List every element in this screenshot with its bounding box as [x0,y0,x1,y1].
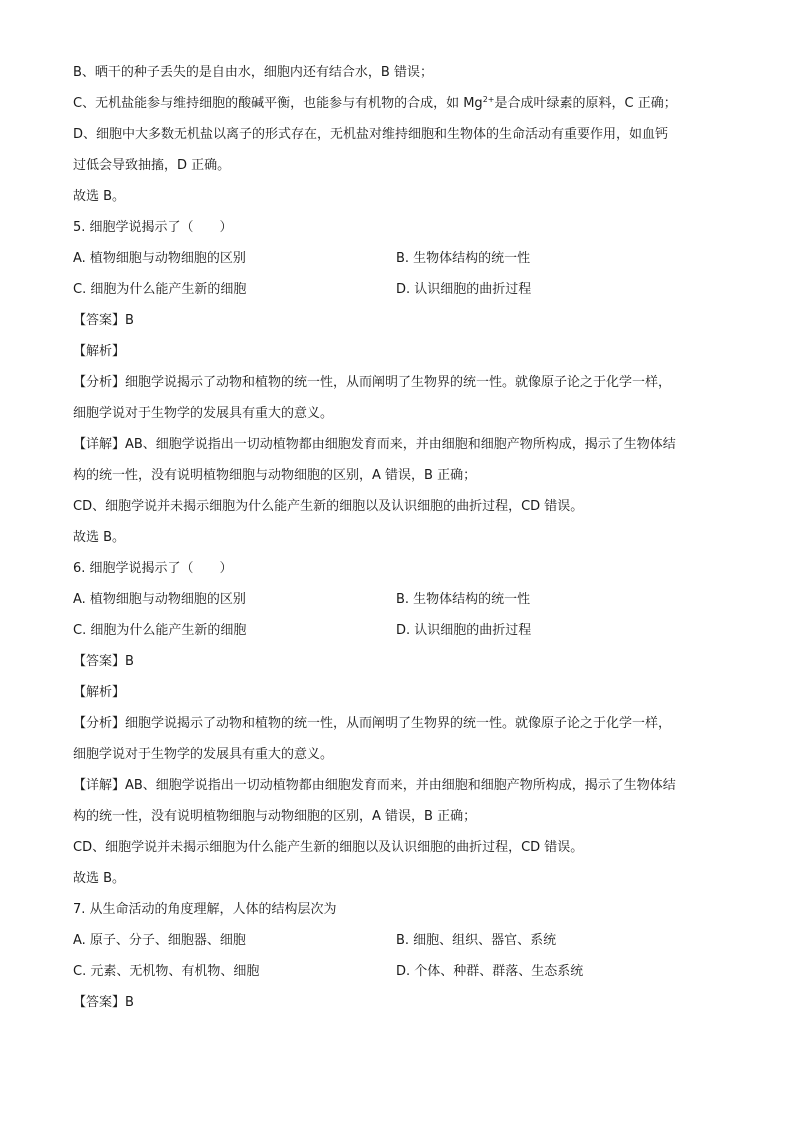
q6-cd-explanation: CD、细胞学说并未揭示细胞为什么能产生新的细胞以及认识细胞的曲折过程，CD 错误。 [73,840,584,855]
q7-option-d: D. 个体、种群、群落、生态系统 [396,964,584,979]
q6-options-row1 [73,590,723,621]
prev-explanation-b: B、晒干的种子丢失的是自由水，细胞内还有结合水，B 错误； [73,65,433,80]
q6-options-row2 [73,621,723,652]
q7-options-row2 [73,962,723,993]
q5-analysis-heading: 【解析】 [73,344,126,359]
q5-option-a: A. 植物细胞与动物细胞的区别 [73,251,246,266]
q7-option-a: A. 原子、分子、细胞器、细胞 [73,933,246,948]
q5-option-b: B. 生物体结构的统一性 [396,251,531,266]
q5-answer: 【答案】B [73,313,134,328]
q6-option-a: A. 植物细胞与动物细胞的区别 [73,592,246,607]
prev-explanation-c-pre: C、无机盐能参与维持细胞的酸碱平衡，也能参与有机物的合成，如 Mg [73,96,483,111]
q5-option-d: D. 认识细胞的曲折过程 [396,282,532,297]
q5-cd-explanation: CD、细胞学说并未揭示细胞为什么能产生新的细胞以及认识细胞的曲折过程，CD 错误。 [73,499,584,514]
q5-xiangjie-line2: 构的统一性，没有说明植物细胞与动物细胞的区别，A 错误，B 正确； [73,468,477,483]
q6-xiangjie-line2: 构的统一性，没有说明植物细胞与动物细胞的区别，A 错误，B 正确； [73,809,477,824]
document-content [73,63,723,1024]
q5-stem: 5. 细胞学说揭示了（ ） [73,220,233,235]
q6-stem: 6. 细胞学说揭示了（ ） [73,561,233,576]
q7-option-b: B. 细胞、组织、器官、系统 [396,933,557,948]
prev-explanation-c-post: 是合成叶绿素的原料，C 正确； [494,96,677,111]
q6-option-d: D. 认识细胞的曲折过程 [396,623,532,638]
q5-options-row1 [73,249,723,280]
q6-xiangjie-line1: 【详解】AB、细胞学说指出一切动植物都由细胞发育而来，并由细胞和细胞产物所构成，揭示了生物体结 [73,778,676,793]
q6-option-b: B. 生物体结构的统一性 [396,592,531,607]
q5-fenxi-line2: 细胞学说对于生物学的发展具有重大的意义。 [73,406,334,421]
q7-stem: 7. 从生命活动的角度理解，人体的结构层次为 [73,902,337,917]
q6-analysis-heading: 【解析】 [73,685,126,700]
q5-option-c: C. 细胞为什么能产生新的细胞 [73,282,247,297]
q5-options-row2 [73,280,723,311]
q7-answer: 【答案】B [73,995,134,1010]
q6-answer: 【答案】B [73,654,134,669]
q6-option-c: C. 细胞为什么能产生新的细胞 [73,623,247,638]
q6-fenxi-line1: 【分析】细胞学说揭示了动物和植物的统一性，从而阐明了生物界的统一性。就像原子论之于化学一样， [73,716,672,731]
q6-conclusion: 故选 B。 [73,871,126,886]
prev-explanation-c [73,94,723,125]
prev-explanation-d-line2: 过低会导致抽搐，D 正确。 [73,158,231,173]
q5-fenxi-line1: 【分析】细胞学说揭示了动物和植物的统一性，从而阐明了生物界的统一性。就像原子论之于化学一样， [73,375,672,390]
prev-explanation-d-line1: D、细胞中大多数无机盐以离子的形式存在，无机盐对维持细胞和生物体的生命活动有重要作用，如血钙 [73,127,669,142]
q7-options-row1 [73,931,723,962]
prev-conclusion: 故选 B。 [73,189,126,204]
q5-xiangjie-line1: 【详解】AB、细胞学说指出一切动植物都由细胞发育而来，并由细胞和细胞产物所构成，揭示了生物体结 [73,437,676,452]
mg-charge-superscript: 2+ [482,95,495,104]
q7-option-c: C. 元素、无机物、有机物、细胞 [73,964,260,979]
q6-fenxi-line2: 细胞学说对于生物学的发展具有重大的意义。 [73,747,334,762]
q5-conclusion: 故选 B。 [73,530,126,545]
